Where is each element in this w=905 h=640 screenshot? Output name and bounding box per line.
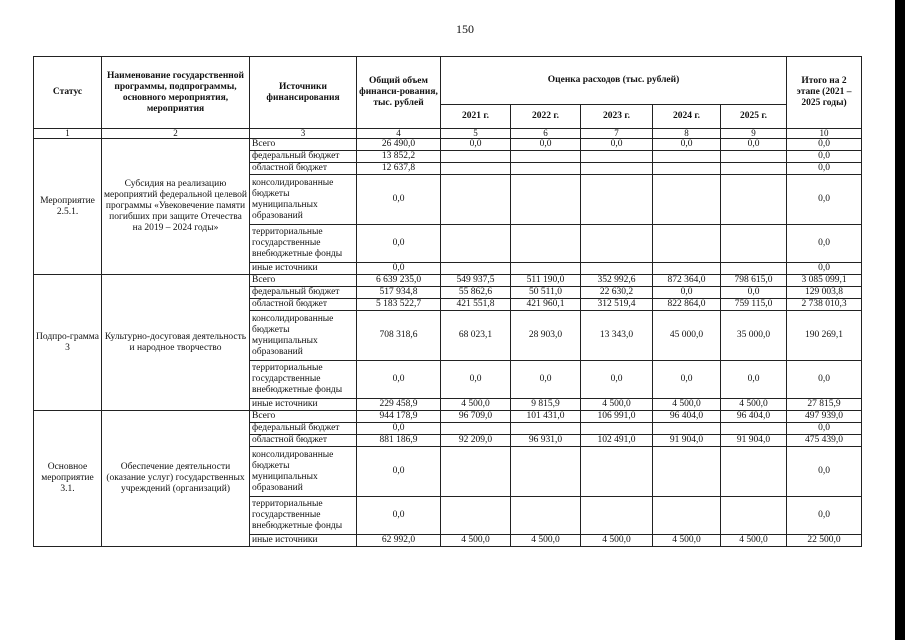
value-cell-y2025 (721, 423, 787, 435)
value-cell-y2021: 4 500,0 (441, 535, 511, 547)
value-cell-y2023 (581, 225, 653, 263)
value-cell-stage: 0,0 (787, 263, 862, 275)
source-cell: иные источники (250, 399, 357, 411)
value-cell-y2021: 92 209,0 (441, 435, 511, 447)
source-cell: территориальные государственные внебюджетные фонды (250, 225, 357, 263)
column-index: 6 (511, 129, 581, 139)
value-cell-y2022 (511, 175, 581, 225)
source-cell: территориальные государственные внебюджетные фонды (250, 497, 357, 535)
value-cell-total: 517 934,8 (357, 287, 441, 299)
value-cell-y2021: 0,0 (441, 139, 511, 151)
row-name: Культурно-досуговая деятельность и народное творчество (102, 275, 250, 411)
header-total-volume: Общий объем финанси-рования, тыс. рублей (357, 57, 441, 129)
value-cell-y2022: 28 903,0 (511, 311, 581, 361)
value-cell-y2024: 0,0 (653, 139, 721, 151)
header-year: 2023 г. (581, 105, 653, 129)
value-cell-y2021 (441, 225, 511, 263)
value-cell-total: 881 186,9 (357, 435, 441, 447)
table-row (34, 139, 862, 151)
value-cell-y2022: 0,0 (511, 361, 581, 399)
value-cell-y2022: 4 500,0 (511, 535, 581, 547)
value-cell-y2024: 0,0 (653, 361, 721, 399)
value-cell-stage: 190 269,1 (787, 311, 862, 361)
value-cell-total: 6 639 235,0 (357, 275, 441, 287)
value-cell-y2025: 0,0 (721, 139, 787, 151)
value-cell-total: 229 458,9 (357, 399, 441, 411)
source-cell: Всего (250, 411, 357, 423)
value-cell-stage: 0,0 (787, 497, 862, 535)
value-cell-y2025: 4 500,0 (721, 399, 787, 411)
value-cell-y2025 (721, 175, 787, 225)
value-cell-y2023 (581, 175, 653, 225)
value-cell-total: 12 637,8 (357, 163, 441, 175)
column-index: 8 (653, 129, 721, 139)
value-cell-y2025 (721, 447, 787, 497)
value-cell-y2025: 759 115,0 (721, 299, 787, 311)
header-status: Статус (34, 57, 102, 129)
value-cell-y2024: 4 500,0 (653, 399, 721, 411)
column-index: 1 (34, 129, 102, 139)
value-cell-y2024: 45 000,0 (653, 311, 721, 361)
value-cell-y2021: 68 023,1 (441, 311, 511, 361)
budget-table (33, 56, 862, 547)
value-cell-y2025 (721, 263, 787, 275)
value-cell-y2021: 55 862,6 (441, 287, 511, 299)
header-year: 2021 г. (441, 105, 511, 129)
value-cell-y2024 (653, 497, 721, 535)
value-cell-y2025: 0,0 (721, 361, 787, 399)
value-cell-stage: 129 003,8 (787, 287, 862, 299)
value-cell-stage: 0,0 (787, 151, 862, 163)
value-cell-stage: 27 815,9 (787, 399, 862, 411)
value-cell-total: 708 318,6 (357, 311, 441, 361)
value-cell-total: 0,0 (357, 263, 441, 275)
value-cell-y2024: 4 500,0 (653, 535, 721, 547)
value-cell-y2023: 4 500,0 (581, 535, 653, 547)
value-cell-y2025: 798 615,0 (721, 275, 787, 287)
value-cell-y2022 (511, 263, 581, 275)
value-cell-y2021: 0,0 (441, 361, 511, 399)
value-cell-y2023 (581, 263, 653, 275)
row-name: Субсидия на реализацию мероприятий федеральной целевой программы «Увековечение памяти погибших при защите Отечества на 2019 – 2024 годы» (102, 139, 250, 275)
column-index: 7 (581, 129, 653, 139)
value-cell-y2022: 511 190,0 (511, 275, 581, 287)
value-cell-total: 5 183 522,7 (357, 299, 441, 311)
header-estimate: Оценка расходов (тыс. рублей) (441, 57, 787, 105)
value-cell-y2022 (511, 225, 581, 263)
value-cell-stage: 0,0 (787, 175, 862, 225)
row-status: Подпро-грамма 3 (34, 275, 102, 411)
value-cell-stage: 0,0 (787, 447, 862, 497)
value-cell-y2025 (721, 151, 787, 163)
value-cell-y2024 (653, 263, 721, 275)
value-cell-total: 26 490,0 (357, 139, 441, 151)
source-cell: Всего (250, 139, 357, 151)
row-status: Основное мероприятие 3.1. (34, 411, 102, 547)
value-cell-total: 0,0 (357, 175, 441, 225)
value-cell-y2023 (581, 497, 653, 535)
value-cell-y2023 (581, 151, 653, 163)
value-cell-y2023: 312 519,4 (581, 299, 653, 311)
value-cell-total: 62 992,0 (357, 535, 441, 547)
column-index: 3 (250, 129, 357, 139)
value-cell-y2024: 91 904,0 (653, 435, 721, 447)
value-cell-y2024 (653, 447, 721, 497)
source-cell: консолидированные бюджеты муниципальных образований (250, 175, 357, 225)
value-cell-y2021: 421 551,8 (441, 299, 511, 311)
value-cell-y2022 (511, 163, 581, 175)
value-cell-y2024: 96 404,0 (653, 411, 721, 423)
value-cell-stage: 22 500,0 (787, 535, 862, 547)
value-cell-stage: 0,0 (787, 423, 862, 435)
value-cell-y2022: 0,0 (511, 139, 581, 151)
value-cell-y2024 (653, 151, 721, 163)
value-cell-y2022 (511, 497, 581, 535)
source-cell: областной бюджет (250, 299, 357, 311)
value-cell-total: 0,0 (357, 361, 441, 399)
source-cell: Всего (250, 275, 357, 287)
value-cell-stage: 2 738 010,3 (787, 299, 862, 311)
value-cell-y2021 (441, 151, 511, 163)
row-name: Обеспечение деятельности (оказание услуг) государственных учреждений (организаций) (102, 411, 250, 547)
value-cell-total: 944 178,9 (357, 411, 441, 423)
value-cell-y2023 (581, 447, 653, 497)
value-cell-y2021: 96 709,0 (441, 411, 511, 423)
source-cell: консолидированные бюджеты муниципальных образований (250, 447, 357, 497)
value-cell-y2025 (721, 225, 787, 263)
table-row (34, 411, 862, 423)
value-cell-y2025: 91 904,0 (721, 435, 787, 447)
value-cell-total: 0,0 (357, 447, 441, 497)
value-cell-stage: 0,0 (787, 163, 862, 175)
value-cell-y2024 (653, 163, 721, 175)
page-number: 150 (456, 22, 474, 36)
value-cell-y2024 (653, 423, 721, 435)
value-cell-y2024: 822 864,0 (653, 299, 721, 311)
source-cell: территориальные государственные внебюджетные фонды (250, 361, 357, 399)
value-cell-y2022: 96 931,0 (511, 435, 581, 447)
value-cell-y2022: 101 431,0 (511, 411, 581, 423)
value-cell-stage: 0,0 (787, 139, 862, 151)
value-cell-y2025: 96 404,0 (721, 411, 787, 423)
value-cell-total: 0,0 (357, 225, 441, 263)
value-cell-y2022 (511, 423, 581, 435)
value-cell-y2022: 421 960,1 (511, 299, 581, 311)
value-cell-stage: 475 439,0 (787, 435, 862, 447)
value-cell-y2022 (511, 151, 581, 163)
value-cell-total: 13 852,2 (357, 151, 441, 163)
value-cell-y2021 (441, 175, 511, 225)
row-status: Мероприятие 2.5.1. (34, 139, 102, 275)
value-cell-y2021 (441, 447, 511, 497)
source-cell: областной бюджет (250, 163, 357, 175)
value-cell-y2021: 549 937,5 (441, 275, 511, 287)
value-cell-y2025: 0,0 (721, 287, 787, 299)
value-cell-y2022: 50 511,0 (511, 287, 581, 299)
header-stage-total: Итого на 2 этапе (2021 – 2025 годы) (787, 57, 862, 129)
header-year: 2024 г. (653, 105, 721, 129)
value-cell-y2022 (511, 447, 581, 497)
value-cell-y2022: 9 815,9 (511, 399, 581, 411)
value-cell-stage: 497 939,0 (787, 411, 862, 423)
value-cell-y2025 (721, 163, 787, 175)
value-cell-y2025: 4 500,0 (721, 535, 787, 547)
source-cell: федеральный бюджет (250, 151, 357, 163)
value-cell-y2023: 13 343,0 (581, 311, 653, 361)
value-cell-y2025: 35 000,0 (721, 311, 787, 361)
value-cell-stage: 0,0 (787, 361, 862, 399)
column-index: 5 (441, 129, 511, 139)
value-cell-y2023: 0,0 (581, 361, 653, 399)
column-index-row (34, 129, 862, 139)
header-year: 2022 г. (511, 105, 581, 129)
scan-edge (895, 0, 905, 640)
column-index: 9 (721, 129, 787, 139)
column-index: 4 (357, 129, 441, 139)
value-cell-y2023: 4 500,0 (581, 399, 653, 411)
value-cell-total: 0,0 (357, 497, 441, 535)
source-cell: федеральный бюджет (250, 423, 357, 435)
value-cell-y2023: 22 630,2 (581, 287, 653, 299)
source-cell: консолидированные бюджеты муниципальных образований (250, 311, 357, 361)
value-cell-y2021 (441, 163, 511, 175)
value-cell-y2021 (441, 497, 511, 535)
value-cell-y2021 (441, 423, 511, 435)
column-index: 2 (102, 129, 250, 139)
value-cell-y2021: 4 500,0 (441, 399, 511, 411)
value-cell-y2024 (653, 175, 721, 225)
header-year: 2025 г. (721, 105, 787, 129)
source-cell: областной бюджет (250, 435, 357, 447)
table-row (34, 275, 862, 287)
value-cell-total: 0,0 (357, 423, 441, 435)
value-cell-y2023: 352 992,6 (581, 275, 653, 287)
value-cell-y2025 (721, 497, 787, 535)
value-cell-y2023: 0,0 (581, 139, 653, 151)
value-cell-y2024: 872 364,0 (653, 275, 721, 287)
value-cell-y2024 (653, 225, 721, 263)
value-cell-y2023: 102 491,0 (581, 435, 653, 447)
column-index: 10 (787, 129, 862, 139)
source-cell: федеральный бюджет (250, 287, 357, 299)
header-sources: Источники финансирования (250, 57, 357, 129)
header-name: Наименование государственной программы, подпрограммы, основного мероприятия, мероприятия (102, 57, 250, 129)
value-cell-y2024: 0,0 (653, 287, 721, 299)
value-cell-stage: 3 085 099,1 (787, 275, 862, 287)
value-cell-y2021 (441, 263, 511, 275)
value-cell-stage: 0,0 (787, 225, 862, 263)
value-cell-y2023 (581, 423, 653, 435)
value-cell-y2023: 106 991,0 (581, 411, 653, 423)
source-cell: иные источники (250, 535, 357, 547)
value-cell-y2023 (581, 163, 653, 175)
source-cell: иные источники (250, 263, 357, 275)
